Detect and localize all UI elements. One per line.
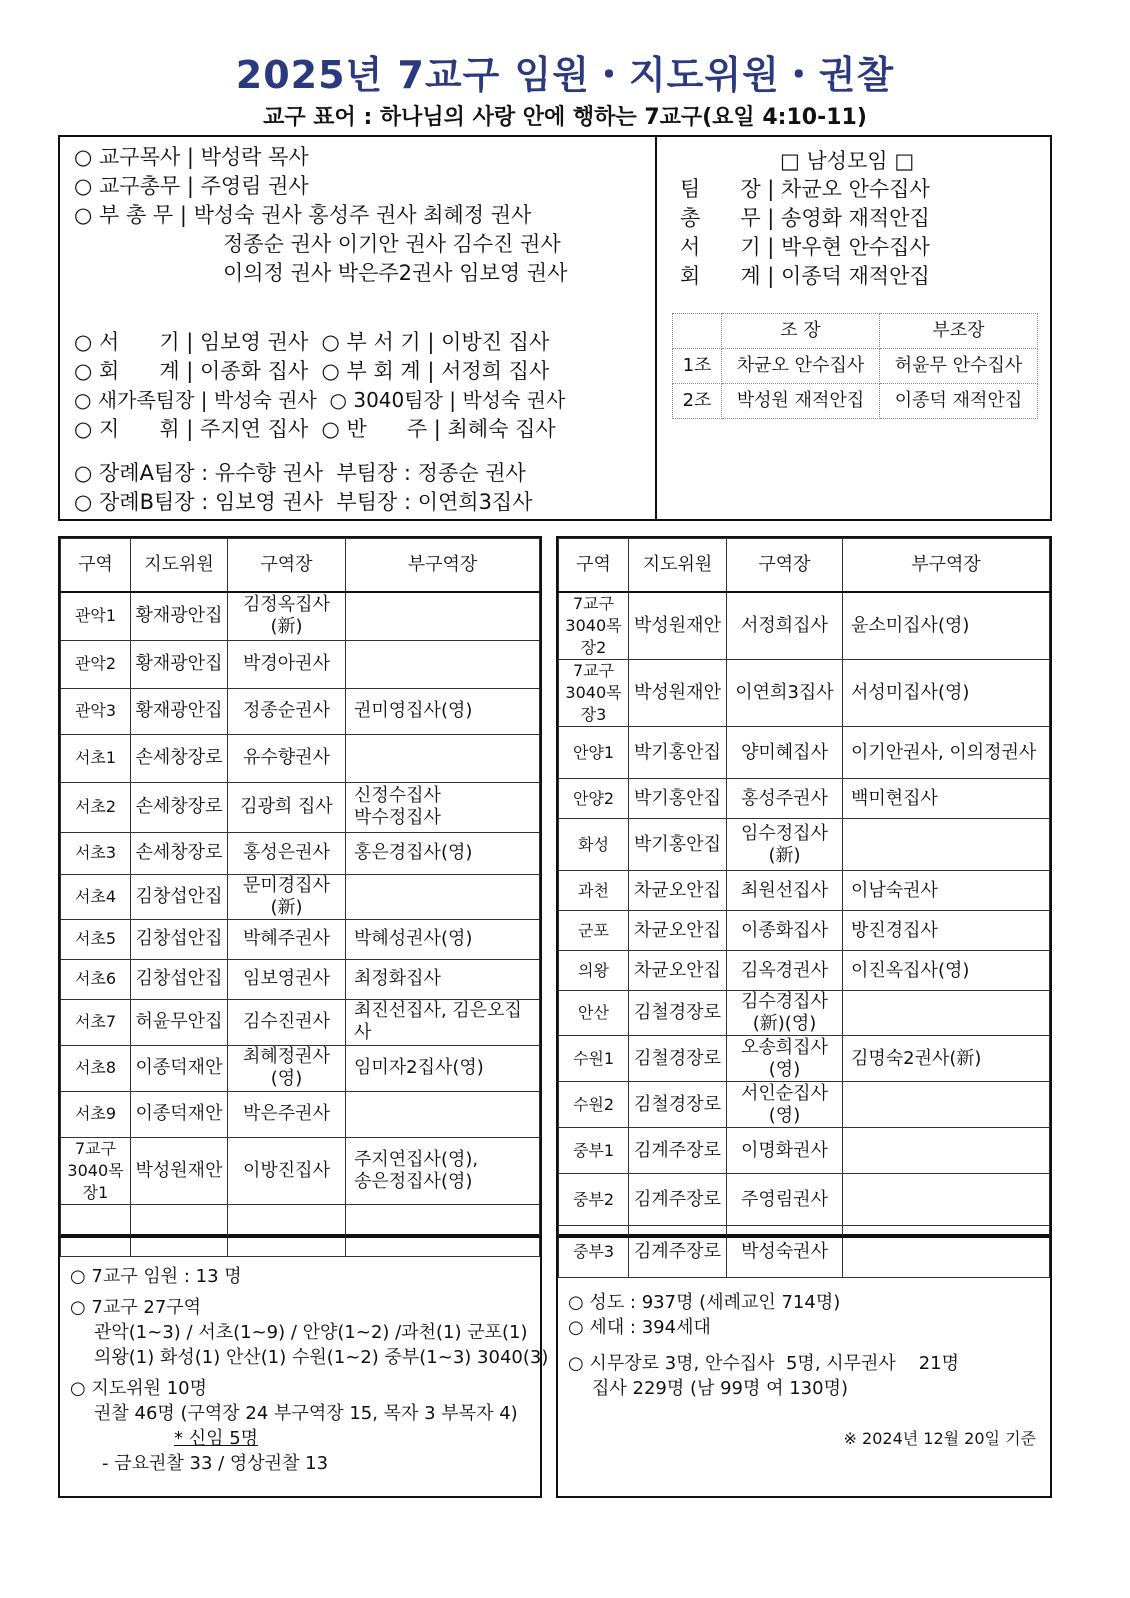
summary-line: ○ 성도 : 937명 (세례교인 714명) [568, 1292, 841, 1313]
district-cell: 서초2 [61, 782, 131, 832]
table-row [559, 1174, 1050, 1226]
summary-line: ○ 7교구 27구역 [70, 1297, 202, 1318]
table-row [61, 688, 540, 734]
district-cell: 수원1 [559, 1036, 629, 1082]
head-cell: 홍성주권사 [727, 779, 843, 819]
head-cell: 오송희집사(영) [727, 1036, 843, 1082]
table-row [559, 1036, 1050, 1082]
summary-line: ○ 7교구 임원 : 13 명 [70, 1266, 242, 1287]
officer-line: ○ 서 기 | 임보영 권사 ○ 부 서 기 | 이방진 집사 [74, 330, 550, 354]
leader-cell: 박기홍안집 [629, 819, 727, 871]
district-motto: 교구 표어 : 하나님의 사랑 안에 행하는 7교구(요일 4:10-11) [263, 105, 867, 130]
district-cell: 서초7 [61, 999, 131, 1045]
leader-cell: 박성원재안 [131, 1137, 228, 1204]
leader-cell: 김철경장로 [629, 1082, 727, 1128]
officer-line: ○ 회 계 | 이종화 집사 ○ 부 회 계 | 서정희 집사 [74, 359, 550, 383]
district-cell: 안양2 [559, 779, 629, 819]
head-cell: 임수정집사(新) [727, 819, 843, 871]
subhead-cell [843, 991, 1050, 1036]
district-cell: 7교구 3040목장1 [61, 1137, 131, 1204]
head-cell: 서인순집사(영) [727, 1082, 843, 1128]
subhead-cell: 박혜성권사(영) [346, 919, 540, 959]
district-cell: 7교구 3040목장2 [559, 592, 629, 660]
head-cell: 이종화집사 [727, 911, 843, 951]
col-header: 지도위원 [629, 539, 727, 593]
subhead-cell: 백미현집사 [843, 779, 1050, 819]
head-cell: 김정옥집사(新) [228, 592, 346, 640]
subhead-cell: 윤소미집사(영) [843, 592, 1050, 660]
head-cell: 박성숙권사 [727, 1226, 843, 1278]
group-cell: 이종덕 재적안집 [880, 384, 1038, 419]
officer-line: ○ 지 휘 | 주지연 집사 ○ 반 주 | 최혜숙 집사 [74, 417, 556, 441]
subhead-cell [346, 734, 540, 782]
group-cell: 박성원 재적안집 [722, 384, 880, 419]
subhead-cell: 권미영집사(영) [346, 688, 540, 734]
table-row [61, 919, 540, 959]
district-cell: 관악1 [61, 592, 131, 640]
subhead-cell [346, 874, 540, 919]
head-cell: 이연희3집사 [727, 660, 843, 727]
men-group-table [672, 313, 1038, 419]
table-row [61, 1091, 540, 1137]
head-cell: 김광희 집사 [228, 782, 346, 832]
col-header: 구역장 [228, 539, 346, 593]
leader-cell: 황재광안집 [131, 688, 228, 734]
leader-cell: 차균오안집 [629, 911, 727, 951]
table-row [61, 734, 540, 782]
leader-cell: 박기홍안집 [629, 779, 727, 819]
table-row [61, 782, 540, 832]
leader-cell: 이종덕재안 [131, 1045, 228, 1091]
table-row [61, 999, 540, 1045]
group-head: 조 장 [722, 314, 880, 349]
leader-cell: 손세창장로 [131, 832, 228, 874]
leader-cell: 김계주장로 [629, 1128, 727, 1174]
leader-cell: 김계주장로 [629, 1226, 727, 1278]
subhead-cell: 주지연집사(영), 송은정집사(영) [346, 1137, 540, 1204]
leader-cell: 황재광안집 [131, 592, 228, 640]
group-cell: 2조 [673, 384, 722, 419]
summary-line: 집사 229명 (남 99명 여 130명) [592, 1378, 848, 1399]
officer-line: ○ 교구총무 | 주영림 권사 [74, 174, 309, 198]
district-cell: 중부2 [559, 1174, 629, 1226]
subhead-cell: 최진선집사, 김은오집사 [346, 999, 540, 1045]
leader-cell: 김창섭안집 [131, 959, 228, 999]
leader-cell: 차균오안집 [629, 871, 727, 911]
men-group-line: 팀 장 | 차균오 안수집사 [680, 177, 930, 201]
subhead-cell: 신정수집사 박수정집사 [346, 782, 540, 832]
district-cell: 중부3 [559, 1226, 629, 1278]
col-header: 지도위원 [131, 539, 228, 593]
table-row [559, 592, 1050, 660]
officer-line: ○ 새가족팀장 | 박성숙 권사 ○ 3040팀장 | 박성숙 권사 [74, 388, 566, 412]
table-row [559, 991, 1050, 1036]
group-cell: 차균오 안수집사 [722, 349, 880, 384]
district-cell: 안산 [559, 991, 629, 1036]
leader-cell: 김창섭안집 [131, 874, 228, 919]
summary-left [58, 1236, 549, 1498]
table-row [559, 1128, 1050, 1174]
page-title: 2025년 7교구 임원・지도위원・권찰 [235, 53, 895, 97]
head-cell: 이방진집사 [228, 1137, 346, 1204]
subhead-cell [346, 1091, 540, 1137]
subhead-cell [843, 1128, 1050, 1174]
men-group-line: 회 계 | 이종덕 재적안집 [680, 264, 930, 288]
leader-cell: 손세창장로 [131, 782, 228, 832]
head-cell: 최혜정권사(영) [228, 1045, 346, 1091]
head-cell: 이명화권사 [727, 1128, 843, 1174]
officer-line: ○ 교구목사 | 박성락 목사 [74, 145, 309, 169]
district-cell: 서초1 [61, 734, 131, 782]
table-row [61, 1137, 540, 1204]
table-row [559, 871, 1050, 911]
summary-line: - 금요권찰 33 / 영상권찰 13 [102, 1453, 329, 1474]
subhead-cell [843, 819, 1050, 871]
officer-line: ○ 장례B팀장 : 임보영 권사 부팀장 : 이연희3집사 [74, 490, 533, 514]
leader-cell: 박성원재안 [629, 660, 727, 727]
table-row [61, 1045, 540, 1091]
district-cell: 의왕 [559, 951, 629, 991]
head-cell: 김옥경권사 [727, 951, 843, 991]
district-cell: 서초9 [61, 1091, 131, 1137]
head-cell: 김수진권사 [228, 999, 346, 1045]
head-cell: 주영림권사 [727, 1174, 843, 1226]
leader-cell: 김철경장로 [629, 991, 727, 1036]
subhead-cell: 이남숙권사 [843, 871, 1050, 911]
district-cell: 서초4 [61, 874, 131, 919]
col-header: 부구역장 [346, 539, 540, 593]
table-row [61, 832, 540, 874]
summary-line: ○ 시무장로 3명, 안수집사 5명, 시무권사 21명 [568, 1353, 959, 1374]
subhead-cell: 방진경집사 [843, 911, 1050, 951]
district-cell: 관악2 [61, 640, 131, 688]
district-table-right [556, 536, 1052, 1262]
leader-cell: 박기홍안집 [629, 727, 727, 779]
summary-date-note: ※ 2024년 12월 20일 기준 [843, 1429, 1036, 1448]
officer-line: 이의정 권사 박은주2권사 임보영 권사 [223, 261, 568, 285]
summary-line: ○ 세대 : 394세대 [568, 1317, 711, 1338]
leader-cell: 김창섭안집 [131, 919, 228, 959]
leader-cell: 이종덕재안 [131, 1091, 228, 1137]
head-cell: 양미혜집사 [727, 727, 843, 779]
district-cell: 서초6 [61, 959, 131, 999]
district-cell: 안양1 [559, 727, 629, 779]
table-row [61, 874, 540, 919]
table-row [61, 640, 540, 688]
district-cell: 서초5 [61, 919, 131, 959]
head-cell: 최원선집사 [727, 871, 843, 911]
subhead-cell: 임미자2집사(영) [346, 1045, 540, 1091]
district-cell: 7교구 3040목장3 [559, 660, 629, 727]
district-cell: 군포 [559, 911, 629, 951]
leader-cell: 황재광안집 [131, 640, 228, 688]
men-group-line: 서 기 | 박우현 안수집사 [680, 235, 930, 259]
officer-line: ○ 부 총 무 | 박성숙 권사 홍성주 권사 최혜정 권사 [74, 203, 532, 227]
leader-cell: 박성원재안 [629, 592, 727, 660]
subhead-cell [843, 1174, 1050, 1226]
district-cell: 중부1 [559, 1128, 629, 1174]
subhead-cell [346, 640, 540, 688]
district-cell: 과천 [559, 871, 629, 911]
subhead-cell: 이기안권사, 이의정권사 [843, 727, 1050, 779]
group-head [673, 314, 722, 349]
table-row [559, 911, 1050, 951]
leader-cell: 손세창장로 [131, 734, 228, 782]
head-cell: 서정희집사 [727, 592, 843, 660]
leader-cell: 김계주장로 [629, 1174, 727, 1226]
head-cell: 박은주권사 [228, 1091, 346, 1137]
table-row [61, 592, 540, 640]
table-row [559, 727, 1050, 779]
summary-line: 권찰 46명 (구역장 24 부구역장 15, 목자 3 부목자 4) [94, 1403, 518, 1424]
subhead-cell: 김명숙2권사(新) [843, 1036, 1050, 1082]
leader-cell: 허윤무안집 [131, 999, 228, 1045]
subhead-cell [346, 592, 540, 640]
group-cell: 허윤무 안수집사 [880, 349, 1038, 384]
district-table-left [58, 536, 542, 1236]
head-cell: 문미경집사(新) [228, 874, 346, 919]
men-group-line: 총 무 | 송영화 재적안집 [680, 206, 930, 230]
head-cell: 정종순권사 [228, 688, 346, 734]
subhead-cell: 이진옥집사(영) [843, 951, 1050, 991]
subhead-cell: 서성미집사(영) [843, 660, 1050, 727]
summary-line: ○ 지도위원 10명 [70, 1378, 207, 1399]
head-cell: 임보영권사 [228, 959, 346, 999]
officers-box [58, 135, 1052, 521]
district-cell: 서초8 [61, 1045, 131, 1091]
summary-line: 의왕(1) 화성(1) 안산(1) 수원(1~2) 중부(1~3) 3040(3) [94, 1347, 549, 1368]
district-cell: 관악3 [61, 688, 131, 734]
group-cell: 1조 [673, 349, 722, 384]
col-header: 구역 [61, 539, 131, 593]
officer-line: 정종순 권사 이기안 권사 김수진 권사 [223, 232, 561, 256]
head-cell: 유수향권사 [228, 734, 346, 782]
subhead-cell [843, 1082, 1050, 1128]
summary-line: 관악(1~3) / 서초(1~9) / 안양(1~2) /과천(1) 군포(1) [94, 1322, 528, 1343]
subhead-cell: 홍은경집사(영) [346, 832, 540, 874]
head-cell: 홍성은권사 [228, 832, 346, 874]
district-cell: 화성 [559, 819, 629, 871]
table-row [559, 951, 1050, 991]
head-cell: 김수경집사(新)(영) [727, 991, 843, 1036]
group-head: 부조장 [880, 314, 1038, 349]
table-row [559, 779, 1050, 819]
subhead-cell: 최정화집사 [346, 959, 540, 999]
col-header: 부구역장 [843, 539, 1050, 593]
district-cell: 수원2 [559, 1082, 629, 1128]
leader-cell: 차균오안집 [629, 951, 727, 991]
table-row [559, 819, 1050, 871]
summary-line: * 신임 5명 [174, 1428, 259, 1449]
col-header: 구역장 [727, 539, 843, 593]
head-cell: 박경아권사 [228, 640, 346, 688]
col-header: 구역 [559, 539, 629, 593]
officer-line: ○ 장례A팀장 : 유수향 권사 부팀장 : 정종순 권사 [74, 461, 526, 485]
district-cell: 서초3 [61, 832, 131, 874]
table-row [559, 1082, 1050, 1128]
table-row [61, 959, 540, 999]
leader-cell: 김철경장로 [629, 1036, 727, 1082]
summary-right [556, 1236, 1052, 1498]
men-group-title: □ 남성모임 □ [780, 149, 915, 173]
head-cell: 박혜주권사 [228, 919, 346, 959]
table-row [559, 660, 1050, 727]
